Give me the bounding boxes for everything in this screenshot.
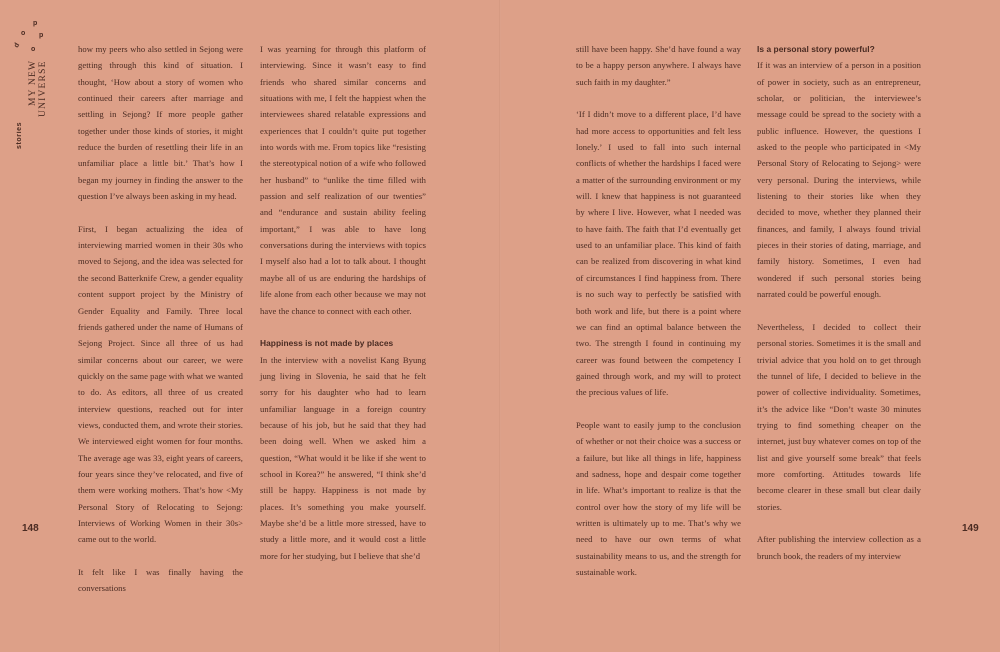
paragraph: how my peers who also settled in Sejong were getting through this kind of situation. I thought, ‘How about a story of women who continued their careers after marriage and settling in Sejong? If more people gather together under those kinds of stories, it might reduce the burden of resettling their life in an unfamiliar place a little bit.’ That’s how I began my journey in finding the answer to the question I’ve always been asking in my head. <box>78 44 243 202</box>
section-title: MY NEW UNIVERSE <box>28 60 48 117</box>
publication-logo <box>13 20 47 60</box>
logo-letter: d <box>13 41 22 50</box>
paragraph: ‘If I didn’t move to a different place, I’d have had more access to opportunities and felt less lonely.’ I used to fall into such internal conflicts of whether the hardships I faced were a matter of the surrounding environment or my will. I knew that happiness is not guaranteed by where I live. However, what I needed was to have faith. The faith that I’d eventually get used to an unfamiliar place. This kind of faith can be realized from discovering in what kind of circumstances I find happiness from. There is no such way to perfectly be satisfied with both work and life, but there is a point where we can find an optimal balance between the two. The strength I found in continuing my career was found between the competency I gained through work, and my will to protect the precious values of life. <box>576 109 741 398</box>
paragraph: Nevertheless, I decided to collect their personal stories. Sometimes it is the small and trivial advice that you hold on to get through the tunnel of life, I decided to believe in the power of collective individuality. Sometimes, it’s the advice like “Don’t waste 30 minutes trying to find something cheaper on the internet, just buy whatever comes on top of the list and give yourself some break” that feels more comforting. Attitudes towards life become clearer in these small but clear daily stories. <box>757 321 921 512</box>
paragraph: After publishing the interview collection as a brunch book, the readers of my interview <box>757 534 921 561</box>
text-column-2 <box>260 41 426 564</box>
section-heading: Happiness is not made by places <box>260 338 394 349</box>
text-column-1 <box>78 41 243 597</box>
paragraph: People want to easily jump to the conclusion of whether or not their choice was a success or a failure, but like all things in life, happiness and sadness, hope and despair come together in life. What’s important to realize is that the control over how the story of my life will be written is ultimately up to me. That’s why we need to have our own terms of what sustainability means to us, and the strength for sustainable work. <box>576 419 741 577</box>
logo-letter: p <box>33 20 38 27</box>
text-column-4 <box>757 41 921 564</box>
paragraph: If it was an interview of a person in a position of power in society, such as an entrepreneur, scholar, or politician, the interviewee’s message could be spread to the society with a public influence. However, the questions I asked to the people who participated in <My Personal Story of Relocating to Sejong> were very personal. During the interviews, while listening to their stories like when they decided to move, whether they planned their finances, and family, I always found trivial pieces in their stories of dating, marriage, and family history. Sometimes, I even had wondered if such personal stories being narrated could be powerful enough. <box>757 60 921 300</box>
paragraph: First, I began actualizing the idea of interviewing married women in their 30s who moved to Sejong, and the idea was selected for the second Batterknife Crew, a gender equality content support project by the Ministry of Gender Equality and Family. Three local friends gathered under the name of Humans of Sejong Project. Since all three of us had similar concerns about our career, we were quickly on the same page with what we wanted to do. As editors, all three of us created interview questions, reached out for inter views, conducted them, and wrote their stories. We interviewed eight women for four months. The average age was 33, eight years of careers, four years since they’ve relocated, and five of them were working mothers. That’s how <My Personal Story of Relocating to Sejong: Interviews of Working Women in their 30s> came out to the world. <box>78 223 243 545</box>
logo-letter: o <box>21 30 26 37</box>
page-number-right: 149 <box>962 523 979 534</box>
paragraph: I was yearning for through this platform of interviewing. Since it wasn’t easy to find friends who shared similar concerns and situations with me, I felt the happiest when the interviewees shared relatable expressions and experiences that I couldn’t quite put together into words with me. From topics like “resisting the stereotypical notion of a wife who followed her husband” to “unlike the time filled with passion and self realization of our twenties” and “endurance and sustain ability feeling important,” I was able to have long conversations during the interviews with topics I myself also had a lot to talk about. I thought maybe all of us are enduring the hardships of life alone from each other because we may not have the chance to connect with each other. <box>260 44 426 316</box>
section-label: stories <box>16 122 23 150</box>
page-gutter <box>499 0 501 652</box>
logo-letter: p <box>39 32 44 39</box>
paragraph: still have been happy. She’d have found a way to be a happy person anywhere. I always have such faith in my daughter.” <box>576 44 741 87</box>
paragraph: It felt like I was finally having the conversations <box>78 567 243 594</box>
paragraph: In the interview with a novelist Kang Byung jung living in Slovenia, he said that he felt sorry for his daughter who had to learn unfamiliar language in a foreign country because of his job, but he said that they had been doing well. When we asked him a question, “What would it be like if she went to school in Korea?” he answered, “I think she’d still be happy. Happiness is not made by places. It’s something you make yourself. Maybe she’d be a little more stressed, have to study a little more, and it would cost a little more for her studying, but I believe that she’d <box>260 354 426 561</box>
logo-letter: o <box>31 46 36 53</box>
section-heading: Is a personal story powerful? <box>757 44 875 54</box>
text-column-3 <box>576 41 741 580</box>
page-number-left: 148 <box>22 523 39 534</box>
